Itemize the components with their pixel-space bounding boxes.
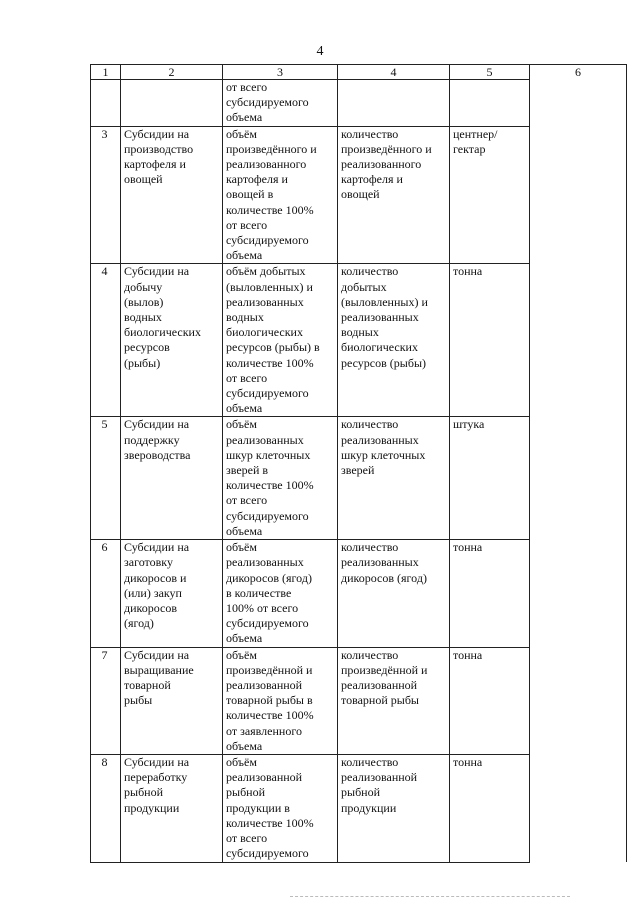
unit: тонна (450, 264, 530, 417)
subsidy-name: Субсидии на выращивание товарной рыбы (121, 647, 223, 754)
column-header: 4 (338, 65, 450, 80)
subsidy-name: Субсидии на производство картофеля и овощей (121, 126, 223, 264)
subsidy-indicator: количество произведённого и реализованного картофеля и овощей (338, 126, 450, 264)
unit (450, 80, 530, 127)
subsidy-volume: объём реализованных шкур клеточных зверей в количестве 100% от всего субсидируемого объема (223, 417, 338, 540)
subsidy-volume: объём произведённой и реализованной товарной рыбы в количестве 100% от заявленного объема (223, 647, 338, 754)
subsidy-indicator: количество реализованной рыбной продукции (338, 754, 450, 862)
subsidy-indicator: количество произведённой и реализованной товарной рыбы (338, 647, 450, 754)
subsidy-name (121, 80, 223, 127)
page-number: 4 (316, 44, 324, 59)
subsidy-name: Субсидии на заготовку дикоросов и (или) закуп дикоросов (ягод) (121, 540, 223, 647)
column-6-cell (530, 540, 627, 647)
table-header-row (91, 65, 627, 80)
row-number: 3 (91, 126, 121, 264)
unit: центнер/ гектар (450, 126, 530, 264)
table-row (91, 126, 627, 264)
row-number: 4 (91, 264, 121, 417)
column-header: 1 (91, 65, 121, 80)
column-6-cell (530, 126, 627, 264)
column-6-cell (530, 417, 627, 540)
row-number: 5 (91, 417, 121, 540)
subsidy-volume: от всего субсидируемого объема (223, 80, 338, 127)
column-header: 5 (450, 65, 530, 80)
subsidy-indicator: количество добытых (выловленных) и реализованных водных биологических ресурсов (рыбы) (338, 264, 450, 417)
subsidy-indicator (338, 80, 450, 127)
table-row (91, 647, 627, 754)
subsidy-volume: объём произведённого и реализованного картофеля и овощей в количестве 100% от всего субсидируемого объема (223, 126, 338, 264)
row-number (91, 80, 121, 127)
column-6-cell (530, 647, 627, 754)
row-number: 8 (91, 754, 121, 862)
table-row (91, 264, 627, 417)
unit: тонна (450, 647, 530, 754)
table-row (91, 754, 627, 862)
column-6-cell (530, 264, 627, 417)
unit: штука (450, 417, 530, 540)
subsidy-name: Субсидии на поддержку звероводства (121, 417, 223, 540)
column-header: 2 (121, 65, 223, 80)
page-bottom-edge (290, 896, 570, 897)
subsidy-indicator: количество реализованных шкур клеточных зверей (338, 417, 450, 540)
table-row (91, 80, 627, 127)
subsidy-volume: объём реализованной рыбной продукции в количестве 100% от всего субсидируемого (223, 754, 338, 862)
row-number: 6 (91, 540, 121, 647)
subsidy-volume: объём реализованных дикоросов (ягод) в количестве 100% от всего субсидируемого объема (223, 540, 338, 647)
row-number: 7 (91, 647, 121, 754)
subsidy-name: Субсидии на добычу (вылов) водных биологических ресурсов (рыбы) (121, 264, 223, 417)
subsidy-volume: объём добытых (выловленных) и реализованных водных биологических ресурсов (рыбы) в количестве 100% от всего субсидируемого объема (223, 264, 338, 417)
subsidy-table (90, 64, 627, 863)
unit: тонна (450, 540, 530, 647)
table-row (91, 417, 627, 540)
column-6-cell (530, 80, 627, 127)
subsidy-name: Субсидии на переработку рыбной продукции (121, 754, 223, 862)
column-6-cell (530, 754, 627, 862)
column-header: 3 (223, 65, 338, 80)
unit: тонна (450, 754, 530, 862)
column-header: 6 (530, 65, 627, 80)
table-row (91, 540, 627, 647)
subsidy-indicator: количество реализованных дикоросов (ягод) (338, 540, 450, 647)
